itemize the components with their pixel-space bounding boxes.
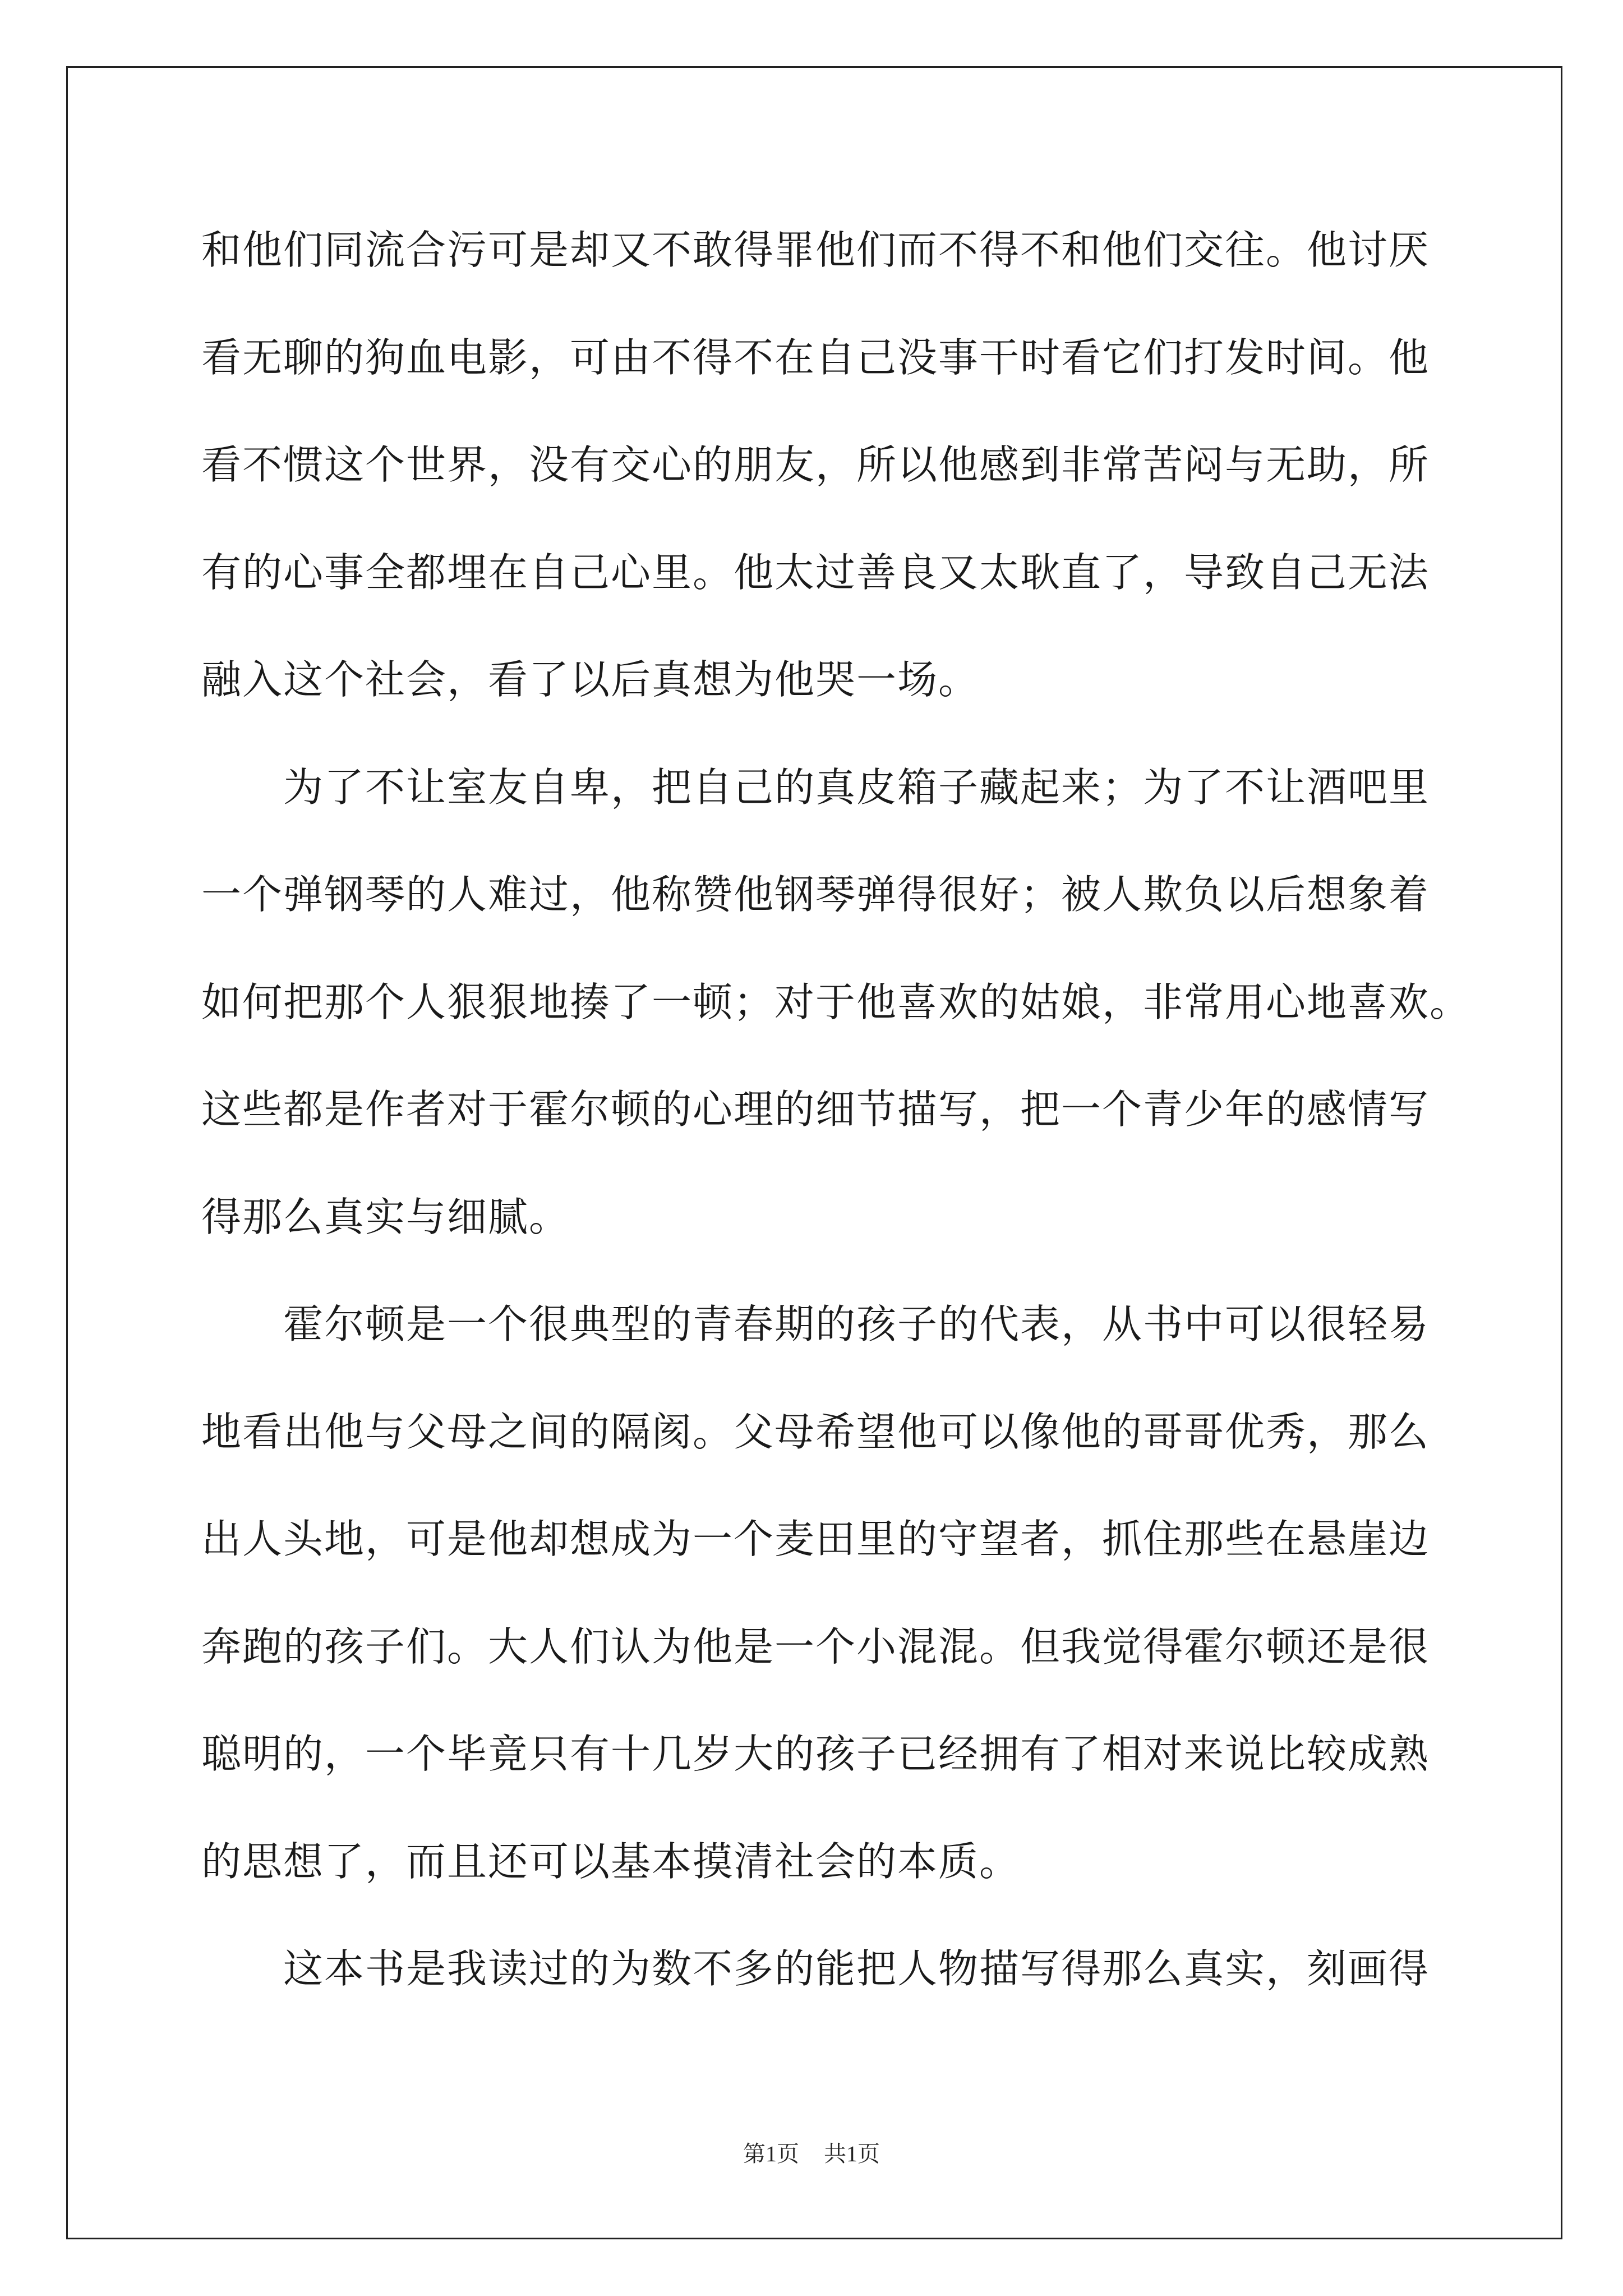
- text-line: 霍尔顿是一个很典型的青春期的孩子的代表，从书中可以很轻易: [283, 1301, 1430, 1347]
- document-body: [201, 196, 1508, 2023]
- paragraph: [201, 196, 1508, 734]
- text-line: 地看出他与父母之间的隔阂。父母希望他可以像他的哥哥优秀，那么: [201, 1408, 1430, 1455]
- text-line: 和他们同流合污可是却又不敢得罪他们而不得不和他们交往。他讨厌: [201, 227, 1430, 273]
- text-line: 融入这个社会，看了以后真想为他哭一场。: [201, 656, 980, 703]
- text-line: 聪明的，一个毕竟只有十几岁大的孩子已经拥有了相对来说比较成熟: [201, 1731, 1430, 1777]
- text-line: 出人头地，可是他却想成为一个麦田里的守望者，抓住那些在悬崖边: [201, 1516, 1430, 1562]
- text-line: 奔跑的孩子们。大人们认为他是一个小混混。但我觉得霍尔顿还是很: [201, 1623, 1430, 1670]
- text-line: 的思想了，而且还可以基本摸清社会的本质。: [201, 1838, 1021, 1885]
- paragraph: [201, 734, 1508, 1271]
- total-page-count: 共1页: [824, 2141, 880, 2166]
- paragraph: [201, 1915, 1508, 2023]
- current-page-number: 第1页: [743, 2141, 799, 2166]
- paragraph: [201, 1271, 1508, 1915]
- page-footer: [0, 2138, 1623, 2170]
- text-line: 为了不让室友自卑，把自己的真皮箱子藏起来；为了不让酒吧里: [283, 763, 1430, 811]
- text-line: 这些都是作者对于霍尔顿的心理的细节描写，把一个青少年的感情写: [201, 1086, 1430, 1133]
- text-line: 这本书是我读过的为数不多的能把人物描写得那么真实，刻画得: [283, 1945, 1430, 1992]
- text-line: 看无聊的狗血电影，可由不得不在自己没事干时看它们打发时间。他: [201, 334, 1430, 381]
- text-line: 有的心事全都埋在自己心里。他太过善良又太耿直了，导致自己无法: [201, 549, 1430, 596]
- text-line: 看不惯这个世界，没有交心的朋友，所以他感到非常苦闷与无助，所: [201, 441, 1430, 488]
- text-line: 如何把那个人狠狠地揍了一顿；对于他喜欢的姑娘，非常用心地喜欢。: [201, 978, 1471, 1025]
- text-line: 一个弹钢琴的人难过，他称赞他钢琴弹得很好；被人欺负以后想象着: [201, 871, 1430, 918]
- text-line: 得那么真实与细腻。: [201, 1193, 570, 1240]
